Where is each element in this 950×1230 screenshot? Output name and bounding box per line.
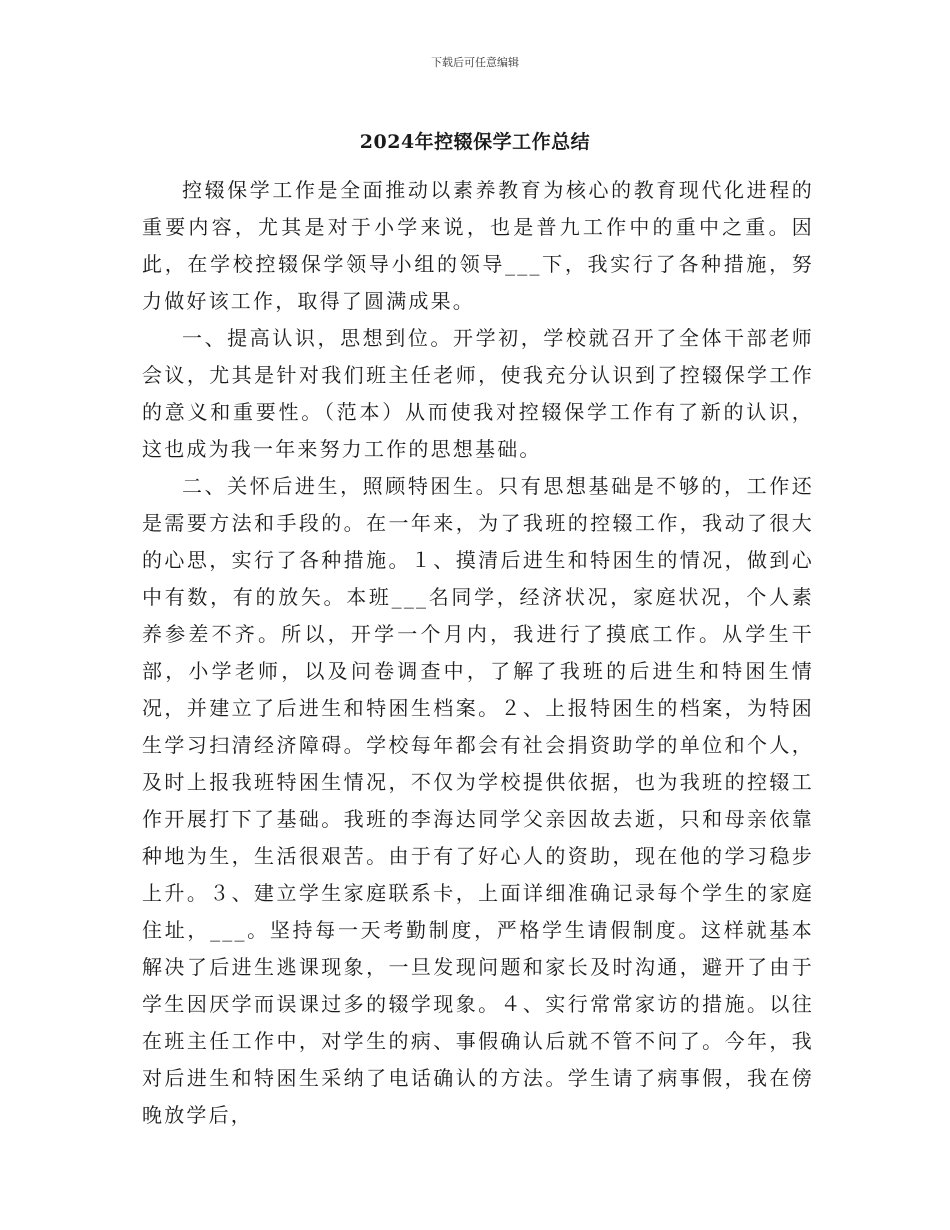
document-title: 2024年控辍保学工作总结	[359, 131, 591, 153]
paragraph-section-2: 二、关怀后进生，照顾特困生。只有思想基础是不够的，工作还是需要方法和手段的。在一年来，为了我班的控辍工作，我动了很大的心思，实行了各种措施。１、摸清后进生和特困生的情况，做到心中有数，有的放矢。本班___名同学，经济状况，家庭状况，个人素养参差不齐。所以，开学一个月内，我进行了摸底工作。从学生干部，小学老师，以及问卷调查中，了解了我班的后进生和特困生情况，并建立了后进生和特困生档案。２、上报特困生的档案，为特困生学习扫清经济障碍。学校每年都会有社会捐资助学的单位和个人，及时上报我班特困生情况，不仅为学校提供依据，也为我班的控辍工作开展打下了基础。我班的李海达同学父亲因故去逝，只和母亲依靠种地为生，生活很艰苦。由于有了好心人的资助，现在他的学习稳步上升。３、建立学生家庭联系卡，上面详细准确记录每个学生的家庭住址，___。坚持每一天考勤制度，严格学生请假制度。这样就基本解决了后进生逃课现象，一旦发现问题和家长及时沟通，避开了由于学生因厌学而误课过多的辍学现象。４、实行常常家访的措施。以往在班主任工作中，对学生的病、事假确认后就不管不问了。今年，我对后进生和特困生采纳了电话确认的方法。学生请了病事假，我在傍晚放学后，	[142, 474, 814, 1127]
header-note: 下载后可任意编辑	[431, 56, 519, 69]
paragraph-section-1: 一、提高认识，思想到位。开学初，学校就召开了全体干部老师会议，尤其是针对我们班主任老师，使我充分认识到了控辍保学工作的意义和重要性。（范本）从而使我对控辍保学工作有了新的认识，这也成为我一年来努力工作的思想基础。	[142, 326, 814, 461]
paragraph-intro: 控辍保学工作是全面推动以素养教育为核心的教育现代化进程的重要内容，尤其是对于小学来说，也是普九工作中的重中之重。因此，在学校控辍保学领导小组的领导___下，我实行了各种措施，努力做好该工作，取得了圆满成果。	[142, 178, 814, 313]
document-body	[142, 172, 814, 1134]
